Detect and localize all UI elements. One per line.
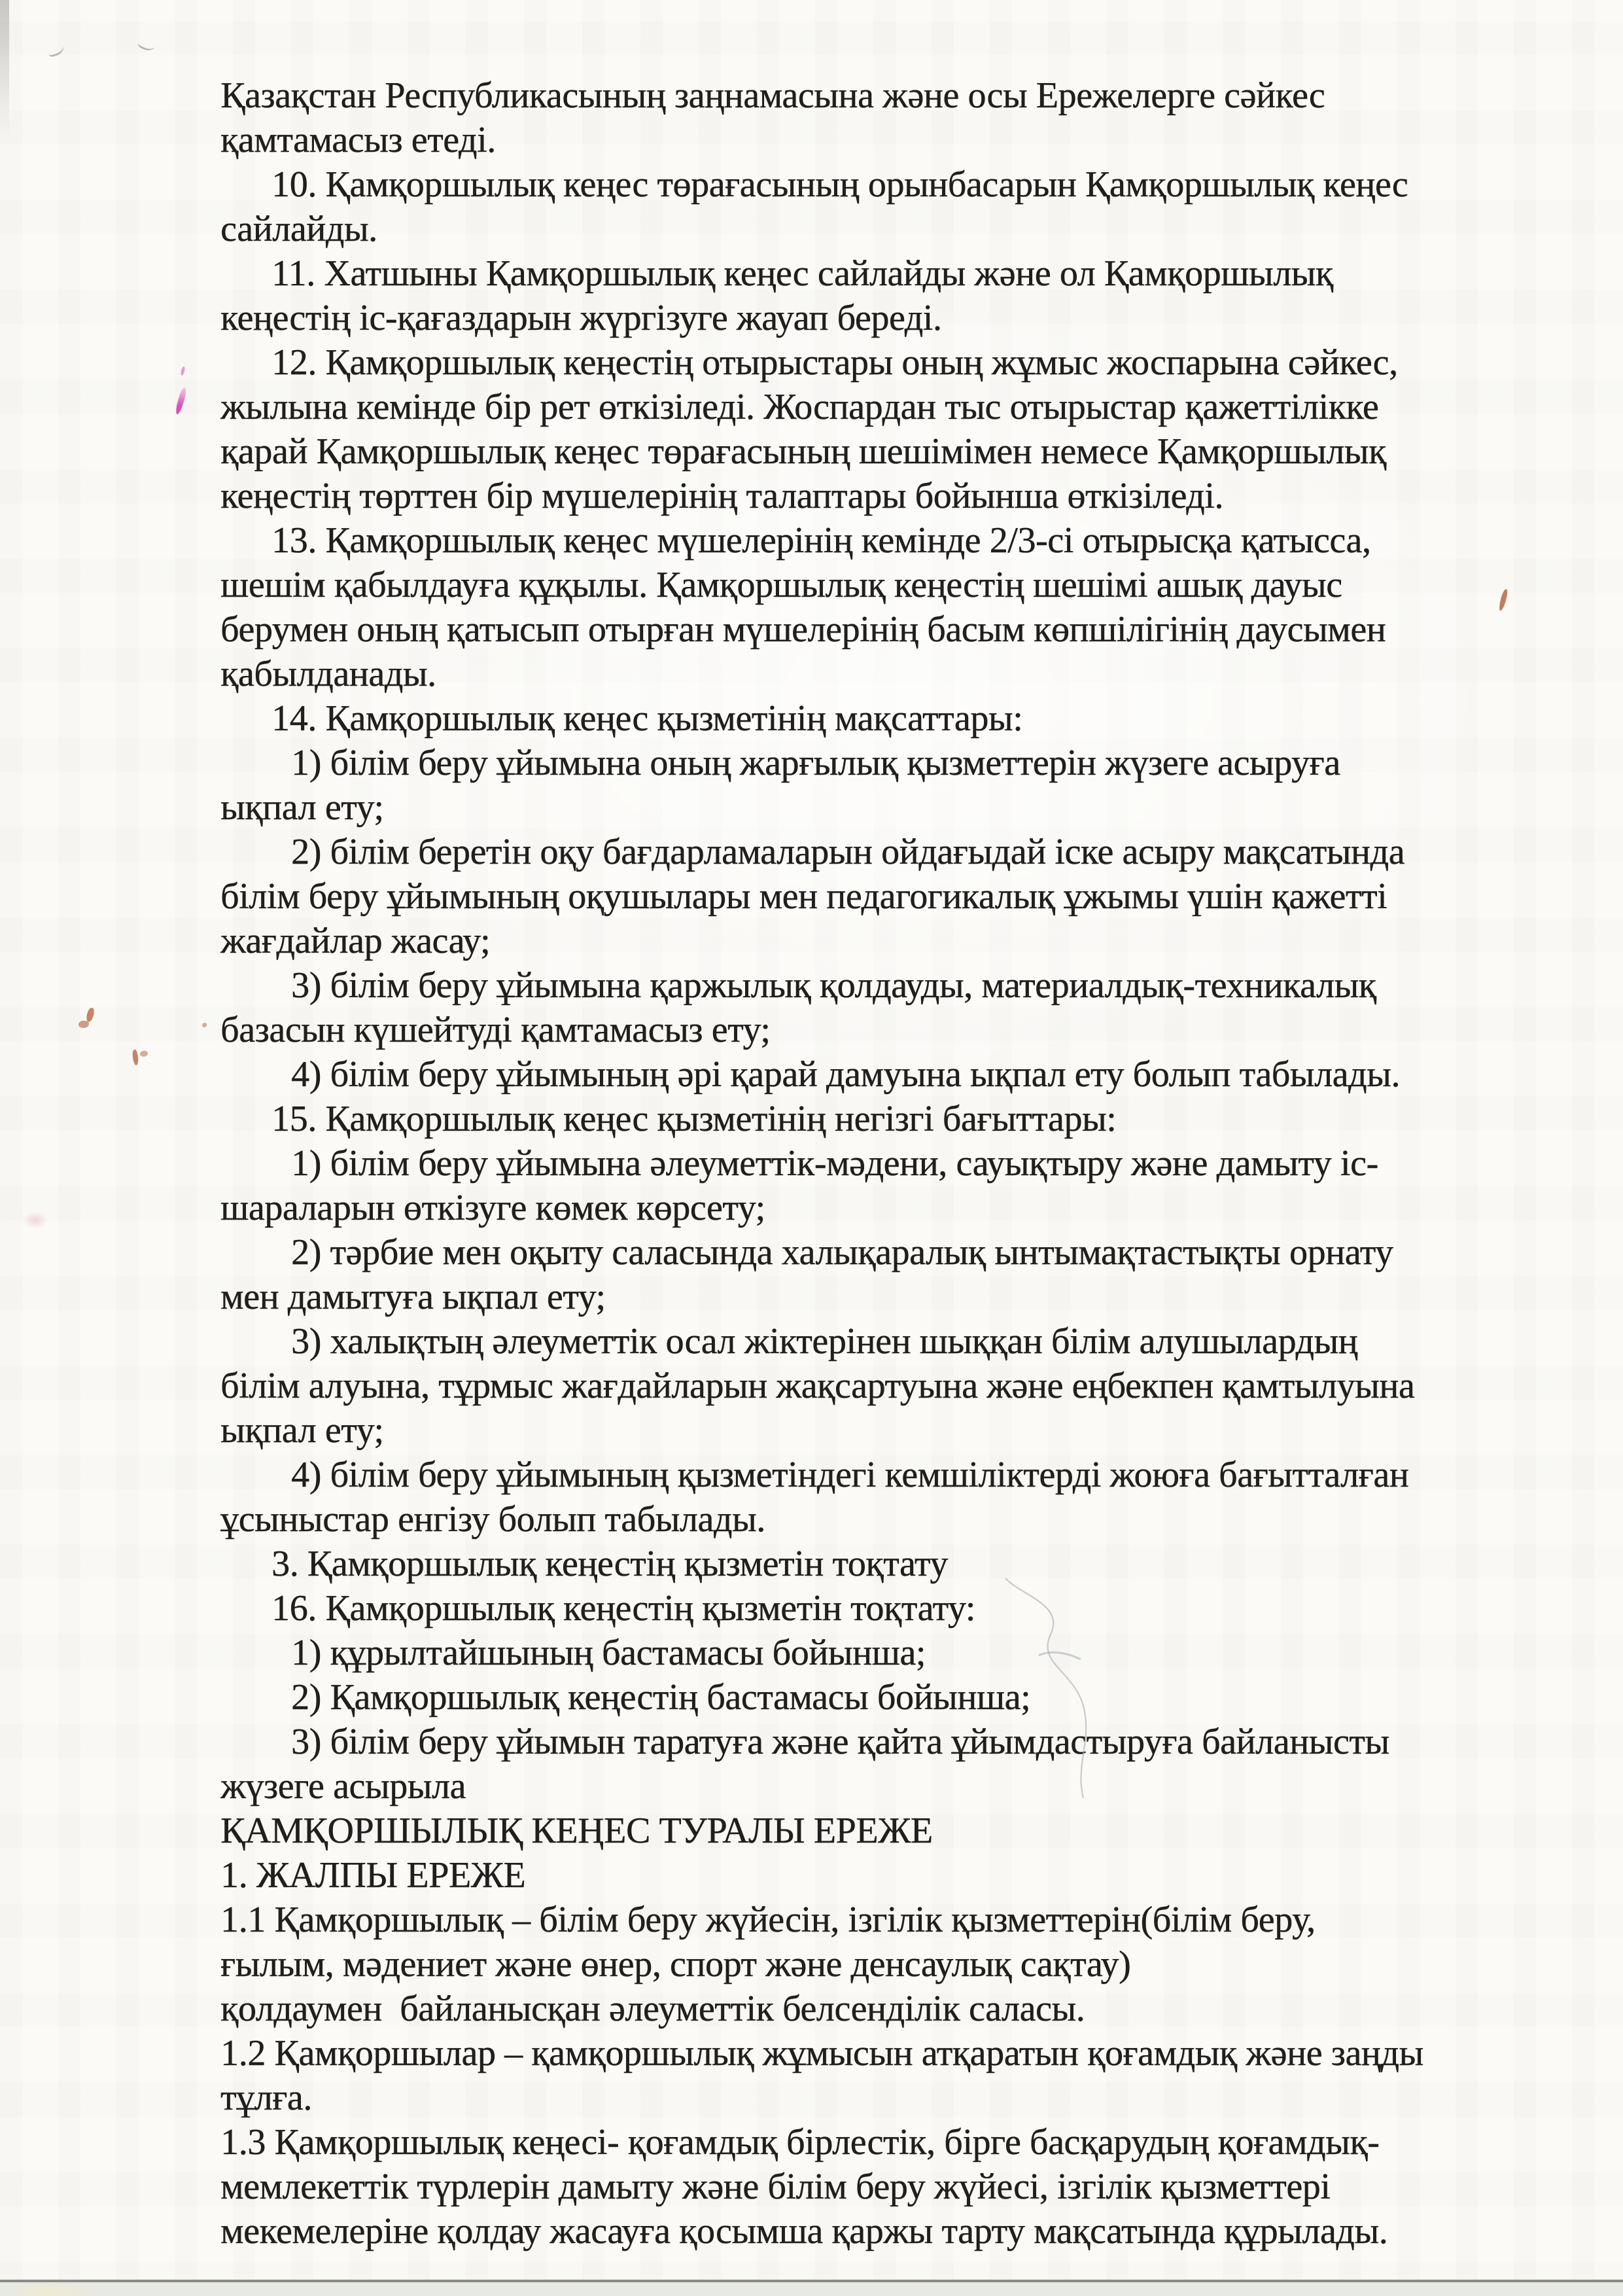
rust-speck	[202, 1023, 207, 1027]
text-line: шешім қабылдауға құқылы. Қамқоршылық кеңестің шешімі ашық дауыс	[220, 565, 1342, 605]
text-line: 1.1 Қамқоршылық – білім беру жүйесін, ізгілік қызметтерін(білім беру,	[220, 1899, 1316, 1940]
text-line: сайлайды.	[220, 209, 377, 249]
scanner-bed-strip	[0, 2282, 1623, 2296]
scanner-bed-stain	[14, 2284, 99, 2296]
text-line: 10. Қамқоршылық кеңес төрағасының орынбасарын Қамқоршылық кеңес	[271, 164, 1408, 205]
text-line: қабылданады.	[220, 654, 436, 694]
text-line: кеңестің іс-қағаздарын жүргізуге жауап береді.	[220, 298, 942, 338]
text-line: 1) білім беру ұйымына оның жарғылық қызметтерін жүзеге асыруға	[291, 743, 1340, 783]
text-line: 3) білім беру ұйымын таратуға және қайта ұйымдастыруға байланысты	[291, 1722, 1389, 1762]
text-line: қолдаумен байланысқан әлеуметтік белсенділік саласы.	[220, 1988, 1085, 2029]
text-line: ықпал ету;	[220, 787, 384, 828]
text-line: 3. Қамқоршылық кеңестің қызметін тоқтату	[271, 1544, 948, 1584]
text-line: 14. Қамқоршылық кеңес қызметінің мақсаттары:	[271, 698, 1023, 739]
pink-stain	[22, 1212, 48, 1229]
scan-smudge	[137, 35, 157, 54]
rust-speck	[86, 1007, 95, 1023]
text-line: 1. ЖАЛПЫ ЕРЕЖЕ	[220, 1855, 526, 1896]
rust-speck	[140, 1051, 148, 1057]
text-line: ықпал ету;	[220, 1410, 384, 1451]
document-text	[220, 73, 1529, 2253]
text-line: берумен оның қатысып отырған мүшелерінің басым көпшілігінің даусымен	[220, 609, 1386, 650]
text-line: қарай Қамқоршылық кеңес төрағасының шешімімен немесе Қамқоршылық	[220, 431, 1386, 472]
text-line: шараларын өткізуге көмек көрсету;	[220, 1188, 765, 1228]
text-line: 12. Қамқоршылық кеңестің отырыстары оның жұмыс жоспарына сәйкес,	[271, 342, 1398, 383]
rust-speck	[79, 1021, 89, 1028]
text-line: білім алуына, тұрмыс жағдайларын жақсартуына және еңбекпен қамтылуына	[220, 1366, 1415, 1406]
text-line: 16. Қамқоршылық кеңестің қызметін тоқтату:	[271, 1588, 975, 1629]
text-line: жылына кемінде бір рет өткізіледі. Жоспардан тыс отырыстар қажеттілікке	[220, 387, 1379, 427]
text-line: ұсыныстар енгізу болып табылады.	[220, 1499, 765, 1540]
text-line: 4) білім беру ұйымының әрі қарай дамуына ықпал ету болып табылады.	[291, 1054, 1400, 1095]
text-line: 1.3 Қамқоршылық кеңесі- қоғамдық бірлестік, бірге басқарудың қоғамдық-	[220, 2122, 1380, 2163]
text-line: 2) тәрбие мен оқыту саласында халықаралық ынтымақтастықты орнату	[291, 1232, 1393, 1273]
text-line: 1) құрылтайшының бастамасы бойынша;	[291, 1633, 926, 1673]
rust-speck	[131, 1050, 139, 1066]
text-line: жүзеге асырыла	[220, 1766, 466, 1807]
text-line: 13. Қамқоршылық кеңес мүшелерінің кемінде 2/3-сі отырысқа қатысса,	[271, 520, 1371, 561]
text-line: білім беру ұйымының оқушылары мен педагогикалық ұжымы үшін қажетті	[220, 876, 1387, 917]
text-line: 15. Қамқоршылық кеңес қызметінің негізгі бағыттары:	[271, 1099, 1117, 1139]
text-line: 1) білім беру ұйымына әлеуметтік-мәдени, сауықтыру және дамыту іс-	[291, 1143, 1378, 1184]
text-line: кеңестің төрттен бір мүшелерінің талаптары бойынша өткізіледі.	[220, 476, 1224, 516]
text-line: 11. Хатшыны Қамқоршылық кеңес сайлайды және ол Қамқоршылық	[271, 253, 1333, 294]
scan-smudge	[46, 41, 66, 58]
text-line: мекемелеріне қолдау жасауға қосымша қаржы тарту мақсатында құрылады.	[220, 2211, 1388, 2252]
text-line: 4) білім беру ұйымының қызметіндегі кемшіліктерді жоюға бағытталған	[291, 1455, 1409, 1495]
text-line: жағдайлар жасау;	[220, 921, 491, 961]
text-line: тұлға.	[220, 2077, 312, 2118]
pink-pen-mark	[174, 387, 187, 415]
text-line: 2) Қамқоршылық кеңестің бастамасы бойынша;	[291, 1677, 1031, 1718]
text-line: базасын күшейтуді қамтамасыз ету;	[220, 1010, 771, 1050]
text-line: 2) білім беретін оқу бағдарламаларын ойдағыдай іске асыру мақсатында	[291, 832, 1405, 872]
text-line: 3) халықтың әлеуметтік осал жіктерінен шыққан білім алушылардың	[291, 1321, 1358, 1362]
text-line: мен дамытуға ықпал ету;	[220, 1277, 606, 1317]
text-line: ҚАМҚОРШЫЛЫҚ КЕҢЕС ТУРАЛЫ ЕРЕЖЕ	[220, 1810, 933, 1851]
text-line: қамтамасыз етеді.	[220, 120, 496, 160]
text-line: мемлекеттік түрлерін дамыту және білім беру жүйесі, ізгілік қызметтері	[220, 2166, 1331, 2207]
text-line: 3) білім беру ұйымына қаржылық қолдауды, материалдық-техникалық	[291, 965, 1376, 1006]
scanner-edge-shadow	[0, 0, 9, 137]
pink-pen-mark	[180, 366, 185, 376]
text-line: Қазақстан Республикасының заңнамасына және осы Ережелерге сәйкес	[220, 75, 1325, 116]
text-line: 1.2 Қамқоршылар – қамқоршылық жұмысын атқаратын қоғамдық және заңды	[220, 2033, 1423, 2074]
text-line: ғылым, мәдениет және өнер, спорт және денсаулық сақтау)	[220, 1944, 1131, 1985]
